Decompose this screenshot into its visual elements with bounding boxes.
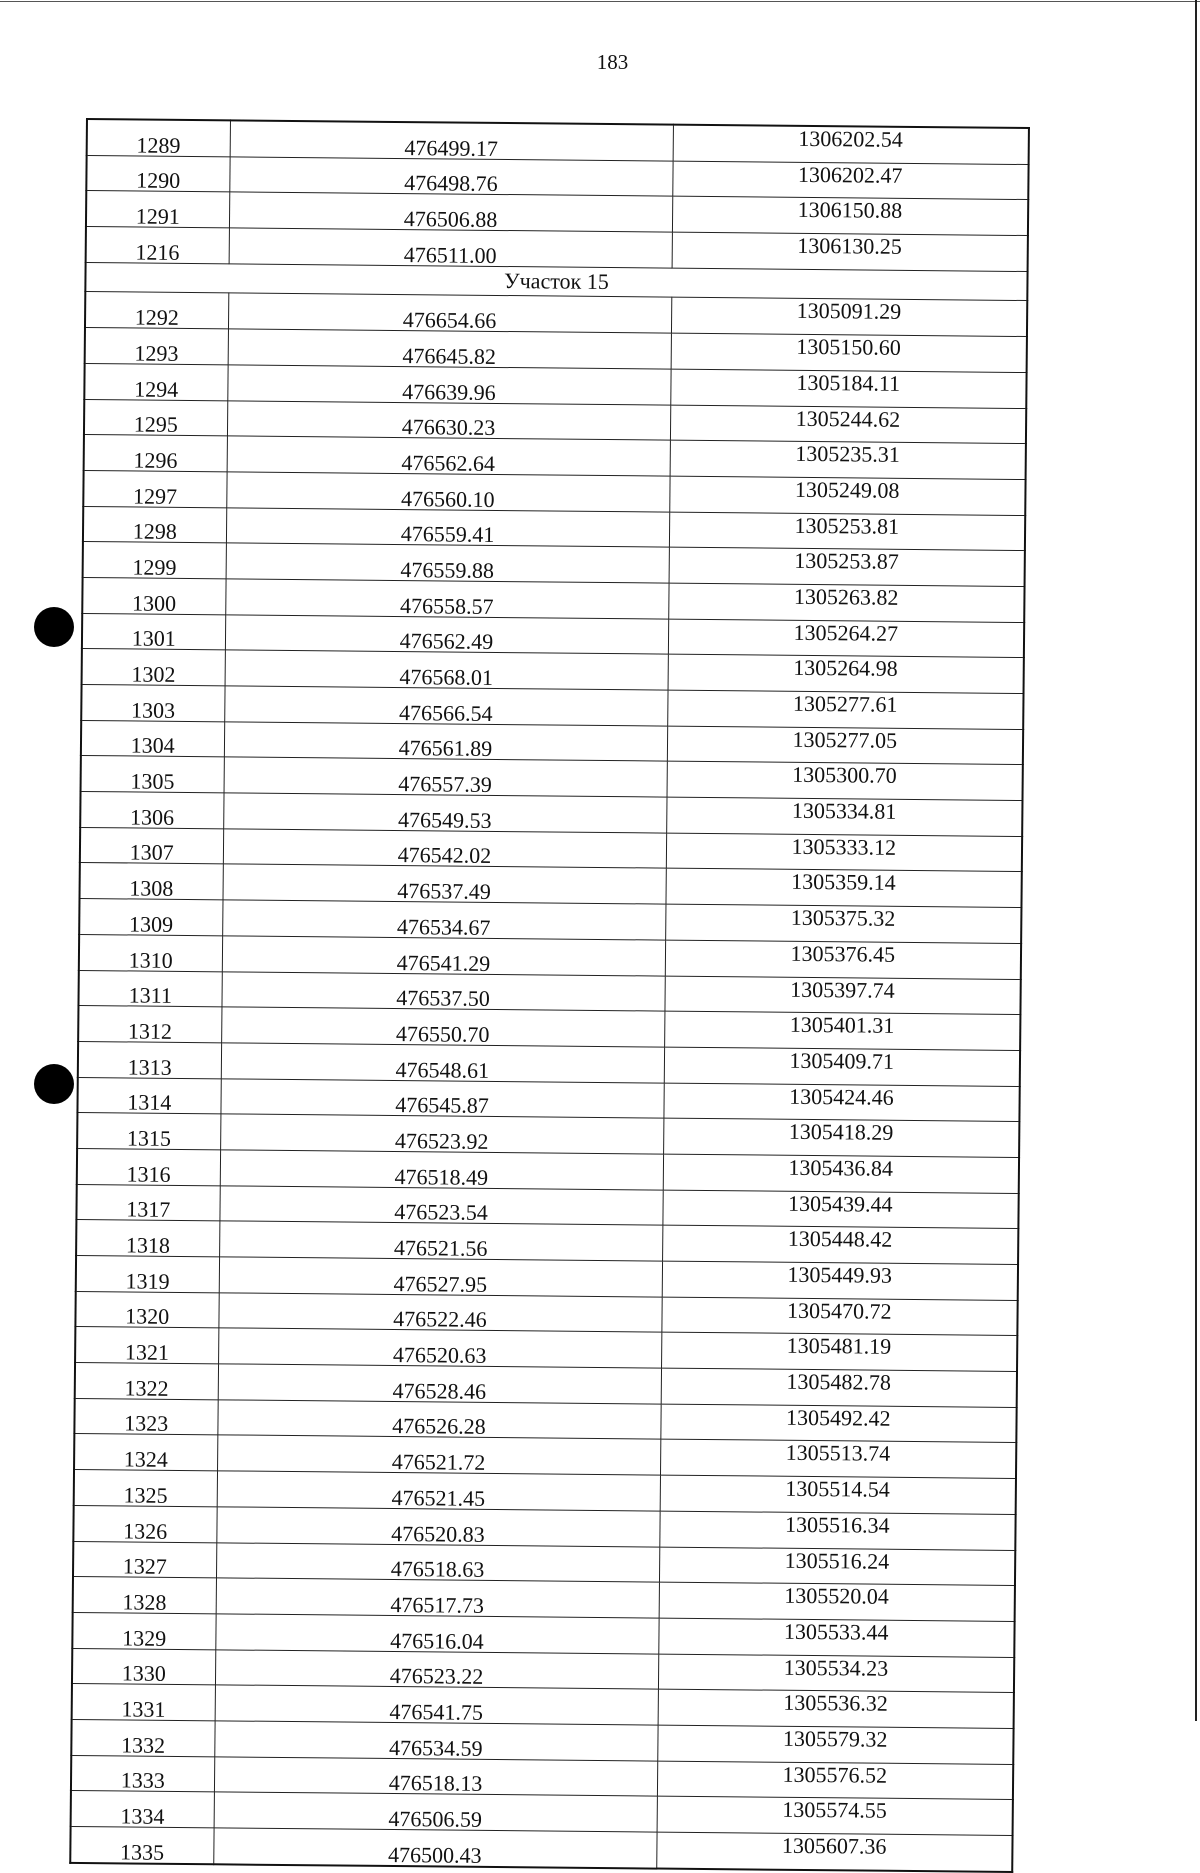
- point-number-cell: 1312: [78, 1006, 221, 1043]
- point-number-cell: 1302: [82, 649, 225, 686]
- y-coordinate-cell: 1305424.46: [663, 1083, 1019, 1122]
- x-coordinate-cell: 476541.75: [215, 1685, 658, 1725]
- point-number-cell: 1314: [77, 1077, 220, 1114]
- point-number-cell: 1323: [74, 1398, 217, 1435]
- point-number-cell: 1309: [79, 899, 222, 936]
- x-coordinate-cell: 476639.96: [227, 365, 670, 405]
- y-coordinate-cell: 1305244.62: [670, 405, 1026, 444]
- y-coordinate-cell: 1305235.31: [670, 440, 1026, 479]
- x-coordinate-cell: 476506.88: [229, 192, 672, 232]
- y-coordinate-cell: 1305448.42: [662, 1225, 1018, 1264]
- y-coordinate-cell: 1305253.87: [669, 547, 1025, 586]
- point-number-cell: 1294: [84, 363, 227, 400]
- x-coordinate-cell: 476568.01: [225, 650, 668, 690]
- y-coordinate-cell: 1305579.32: [657, 1725, 1013, 1764]
- y-coordinate-cell: 1305150.60: [671, 333, 1027, 372]
- y-coordinate-cell: 1305481.19: [661, 1332, 1017, 1371]
- y-coordinate-cell: 1305574.55: [657, 1796, 1013, 1835]
- point-number-cell: 1317: [76, 1184, 219, 1221]
- x-coordinate-cell: 476534.67: [222, 900, 665, 940]
- x-coordinate-cell: 476499.17: [230, 120, 673, 160]
- point-number-cell: 1324: [74, 1434, 217, 1471]
- y-coordinate-cell: 1305397.74: [664, 976, 1020, 1015]
- x-coordinate-cell: 476521.56: [219, 1221, 662, 1261]
- x-coordinate-cell: 476516.04: [215, 1614, 658, 1654]
- y-coordinate-cell: 1305470.72: [661, 1297, 1017, 1336]
- y-coordinate-cell: 1305253.81: [669, 512, 1025, 551]
- page-number: 183: [596, 50, 629, 74]
- section-title: Участок 15: [85, 262, 1027, 301]
- x-coordinate-cell: 476526.28: [217, 1400, 660, 1440]
- point-number-cell: 1290: [86, 155, 229, 192]
- point-number-cell: 1305: [81, 756, 224, 793]
- y-coordinate-cell: 1305249.08: [669, 476, 1025, 515]
- x-coordinate-cell: 476550.70: [221, 1007, 664, 1047]
- x-coordinate-cell: 476521.72: [217, 1435, 660, 1475]
- y-coordinate-cell: 1305516.34: [659, 1511, 1015, 1550]
- y-coordinate-cell: 1305409.71: [664, 1047, 1020, 1086]
- x-coordinate-cell: 476562.64: [227, 436, 670, 476]
- x-coordinate-cell: 476498.76: [229, 157, 672, 197]
- y-coordinate-cell: 1305520.04: [659, 1582, 1015, 1621]
- y-coordinate-cell: 1305607.36: [656, 1832, 1012, 1872]
- x-coordinate-cell: 476559.88: [226, 543, 669, 583]
- point-number-cell: 1316: [77, 1148, 220, 1185]
- y-coordinate-cell: 1305401.31: [664, 1011, 1020, 1050]
- x-coordinate-cell: 476506.59: [214, 1792, 657, 1832]
- y-coordinate-cell: 1305264.27: [668, 619, 1024, 658]
- point-number-cell: 1333: [71, 1755, 214, 1792]
- y-coordinate-cell: 1305439.44: [662, 1190, 1018, 1229]
- x-coordinate-cell: 476558.57: [225, 579, 668, 619]
- x-coordinate-cell: 476500.43: [213, 1828, 656, 1868]
- x-coordinate-cell: 476523.22: [215, 1649, 658, 1689]
- y-coordinate-cell: 1305482.78: [661, 1368, 1017, 1407]
- y-coordinate-cell: 1305513.74: [660, 1440, 1016, 1479]
- point-number-cell: 1320: [75, 1291, 218, 1328]
- y-coordinate-cell: 1305514.54: [660, 1475, 1016, 1514]
- y-coordinate-cell: 1305300.70: [667, 761, 1023, 800]
- point-number-cell: 1301: [82, 613, 225, 650]
- x-coordinate-cell: 476630.23: [227, 400, 670, 440]
- x-coordinate-cell: 476645.82: [228, 329, 671, 369]
- point-number-cell: 1307: [80, 827, 223, 864]
- y-coordinate-cell: 1305516.24: [659, 1547, 1015, 1586]
- x-coordinate-cell: 476518.49: [220, 1150, 663, 1190]
- x-coordinate-cell: 476518.13: [214, 1756, 657, 1796]
- point-number-cell: 1289: [87, 119, 230, 157]
- point-number-cell: 1311: [78, 970, 221, 1007]
- x-coordinate-cell: 476537.49: [223, 864, 666, 904]
- x-coordinate-cell: 476566.54: [224, 686, 667, 726]
- point-number-cell: 1329: [72, 1612, 215, 1649]
- y-coordinate-cell: 1305533.44: [658, 1618, 1014, 1657]
- y-coordinate-cell: 1305263.82: [668, 583, 1024, 622]
- x-coordinate-cell: 476562.49: [225, 614, 668, 654]
- point-number-cell: 1322: [75, 1363, 218, 1400]
- point-number-cell: 1321: [75, 1327, 218, 1364]
- y-coordinate-cell: 1305334.81: [666, 797, 1022, 836]
- x-coordinate-cell: 476545.87: [220, 1078, 663, 1118]
- y-coordinate-cell: 1305359.14: [665, 869, 1021, 908]
- point-number-cell: 1303: [81, 684, 224, 721]
- point-number-cell: 1334: [71, 1791, 214, 1828]
- x-coordinate-cell: 476518.63: [216, 1542, 659, 1582]
- y-coordinate-cell: 1305534.23: [658, 1654, 1014, 1693]
- y-coordinate-cell: 1305375.32: [665, 904, 1021, 943]
- x-coordinate-cell: 476559.41: [226, 507, 669, 547]
- y-coordinate-cell: 1305333.12: [666, 833, 1022, 872]
- punch-hole: [34, 607, 74, 647]
- x-coordinate-cell: 476521.45: [217, 1471, 660, 1511]
- point-number-cell: 1216: [86, 227, 229, 264]
- point-number-cell: 1328: [73, 1577, 216, 1614]
- y-coordinate-cell: 1305277.05: [667, 726, 1023, 765]
- y-coordinate-cell: 1305091.29: [671, 298, 1027, 337]
- x-coordinate-cell: 476537.50: [221, 971, 664, 1011]
- x-coordinate-cell: 476541.29: [222, 936, 665, 976]
- coordinates-table: [69, 118, 1030, 1873]
- x-coordinate-cell: 476528.46: [218, 1364, 661, 1404]
- y-coordinate-cell: 1306202.54: [673, 125, 1029, 165]
- y-coordinate-cell: 1306150.88: [672, 197, 1028, 236]
- point-number-cell: 1313: [78, 1041, 221, 1078]
- x-coordinate-cell: 476522.46: [218, 1293, 661, 1333]
- point-number-cell: 1308: [80, 863, 223, 900]
- point-number-cell: 1298: [83, 506, 226, 543]
- point-number-cell: 1326: [73, 1505, 216, 1542]
- point-number-cell: 1315: [77, 1113, 220, 1150]
- point-number-cell: 1291: [86, 191, 229, 228]
- x-coordinate-cell: 476654.66: [228, 293, 671, 333]
- x-coordinate-cell: 476523.54: [219, 1185, 662, 1225]
- point-number-cell: 1293: [85, 328, 228, 365]
- point-number-cell: 1325: [74, 1470, 217, 1507]
- point-number-cell: 1304: [81, 720, 224, 757]
- x-coordinate-cell: 476561.89: [224, 722, 667, 762]
- x-coordinate-cell: 476534.59: [214, 1721, 657, 1761]
- y-coordinate-cell: 1305264.98: [668, 654, 1024, 693]
- y-coordinate-cell: 1305277.61: [667, 690, 1023, 729]
- point-number-cell: 1327: [73, 1541, 216, 1578]
- x-coordinate-cell: 476557.39: [224, 757, 667, 797]
- point-number-cell: 1331: [72, 1684, 215, 1721]
- point-number-cell: 1295: [84, 399, 227, 436]
- point-number-cell: 1300: [82, 577, 225, 614]
- x-coordinate-cell: 476549.53: [223, 793, 666, 833]
- x-coordinate-cell: 476517.73: [216, 1578, 659, 1618]
- x-coordinate-cell: 476523.92: [220, 1114, 663, 1154]
- point-number-cell: 1297: [83, 470, 226, 507]
- page-edge-top: [0, 1, 1200, 2]
- y-coordinate-cell: 1305376.45: [665, 940, 1021, 979]
- y-coordinate-cell: 1305576.52: [657, 1761, 1013, 1800]
- x-coordinate-cell: 476560.10: [226, 472, 669, 512]
- y-coordinate-cell: 1305418.29: [663, 1118, 1019, 1157]
- x-coordinate-cell: 476511.00: [229, 228, 672, 268]
- point-number-cell: 1335: [70, 1826, 213, 1864]
- point-number-cell: 1319: [76, 1255, 219, 1292]
- x-coordinate-cell: 476520.83: [216, 1507, 659, 1547]
- table-body-before: [86, 119, 1029, 271]
- y-coordinate-cell: 1306130.25: [672, 232, 1028, 271]
- point-number-cell: 1332: [71, 1719, 214, 1756]
- x-coordinate-cell: 476548.61: [221, 1043, 664, 1083]
- point-number-cell: 1330: [72, 1648, 215, 1685]
- y-coordinate-cell: 1306202.47: [672, 161, 1028, 200]
- point-number-cell: 1318: [76, 1220, 219, 1257]
- y-coordinate-cell: 1305492.42: [660, 1404, 1016, 1443]
- y-coordinate-cell: 1305184.11: [670, 369, 1026, 408]
- table-row: [70, 1826, 1012, 1871]
- point-number-cell: 1299: [83, 542, 226, 579]
- x-coordinate-cell: 476520.63: [218, 1328, 661, 1368]
- point-number-cell: 1310: [79, 934, 222, 971]
- y-coordinate-cell: 1305536.32: [658, 1689, 1014, 1728]
- x-coordinate-cell: 476527.95: [219, 1257, 662, 1297]
- table-body-after: [70, 292, 1027, 1872]
- y-coordinate-cell: 1305449.93: [662, 1261, 1018, 1300]
- punch-hole: [34, 1064, 74, 1104]
- point-number-cell: 1306: [80, 792, 223, 829]
- x-coordinate-cell: 476542.02: [223, 829, 666, 869]
- y-coordinate-cell: 1305436.84: [663, 1154, 1019, 1193]
- point-number-cell: 1292: [85, 292, 228, 329]
- page-edge-right: [1195, 0, 1197, 1721]
- point-number-cell: 1296: [84, 435, 227, 472]
